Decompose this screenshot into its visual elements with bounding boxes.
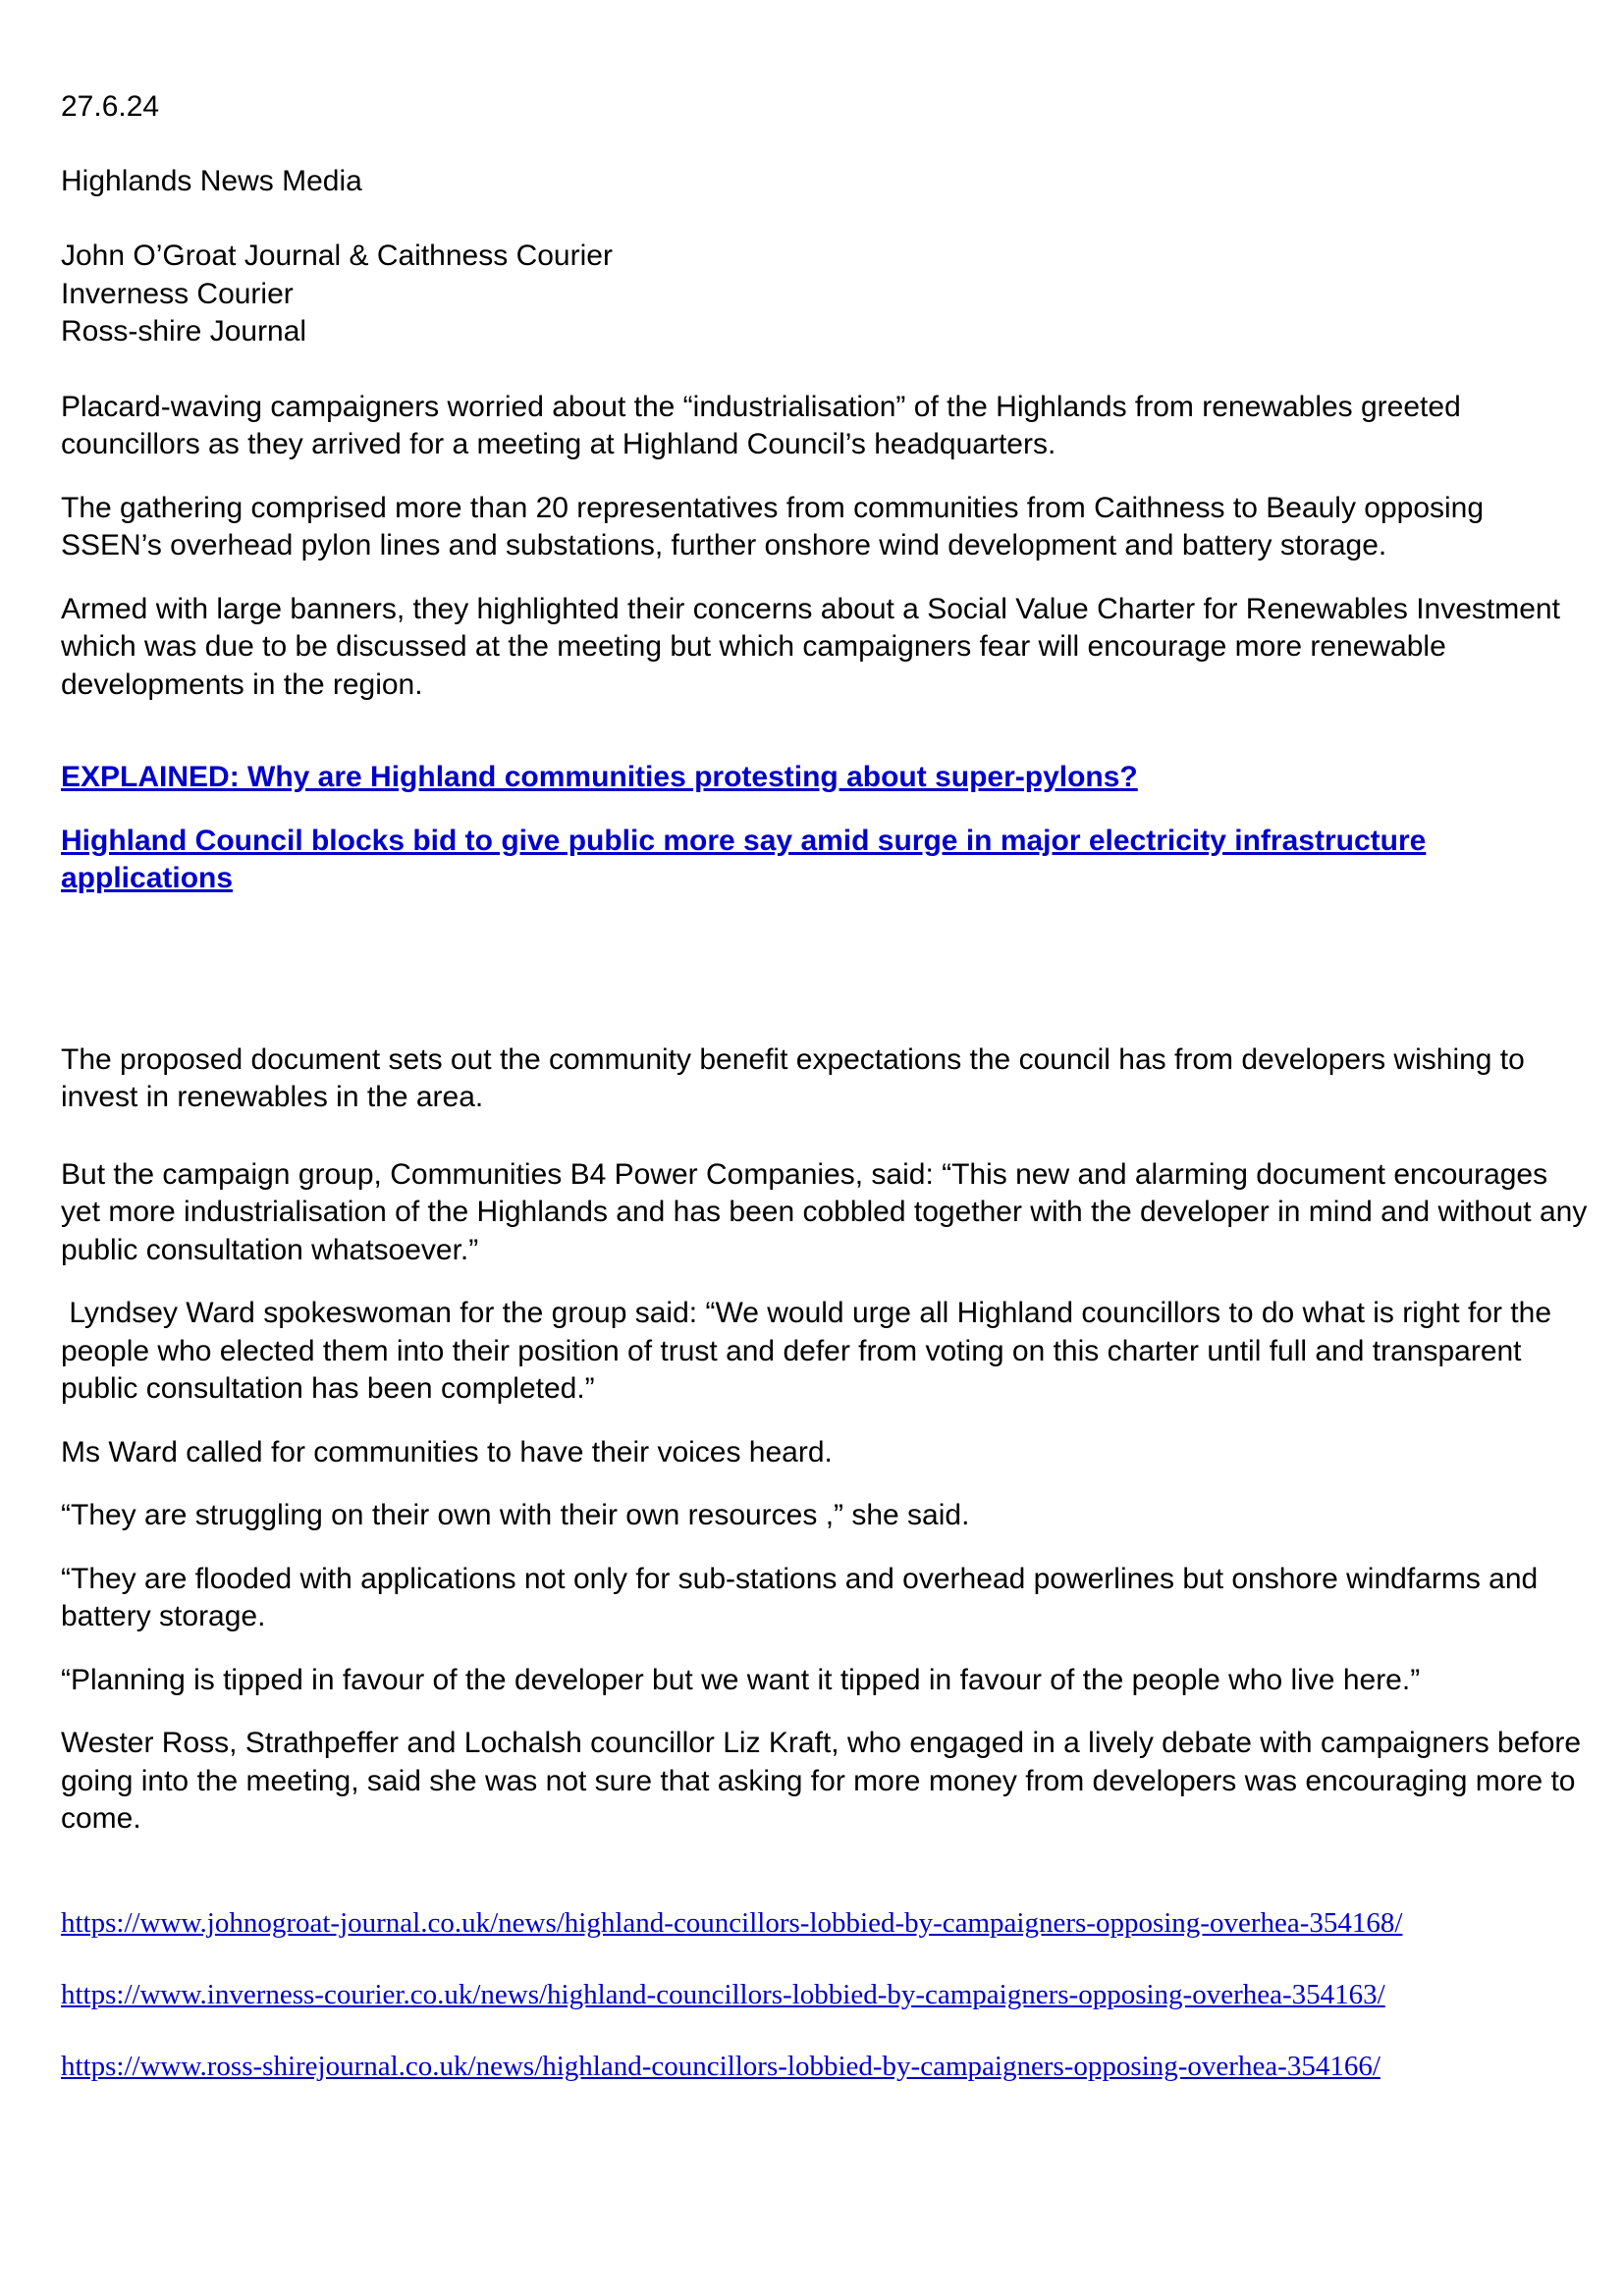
body-paragraph: “They are struggling on their own with their own resources ,” she said. <box>61 1499 970 1531</box>
article-body <box>61 1041 1593 1839</box>
body-paragraph: Lyndsey Ward spokeswoman for the group said: “We would urge all Highland councillors to do what is right for the people who elected them into their position of trust and defer from voting on this charter until full and transparent public consultation has been completed.” <box>61 1297 1560 1405</box>
body-paragraph: But the campaign group, Communities B4 Power Companies, said: “This new and alarming document encourages yet more industrialisation of the Highlands and has been cobbled together with the developer in mind and without any public consultation whatsoever.” <box>61 1157 1588 1266</box>
outlet-item: Inverness Courier <box>61 277 294 310</box>
related-link-explained[interactable]: EXPLAINED: Why are Highland communities protesting about super-pylons? <box>61 761 1138 793</box>
outlet-list <box>61 238 1593 351</box>
source-link-inverness-courier[interactable]: https://www.inverness-courier.co.uk/news/highland-councillors-lobbied-by-campaigners-opposing-overhea-354163/ <box>61 1978 1385 2010</box>
source-link-john-o-groat-journal[interactable]: https://www.johnogroat-journal.co.uk/news/highland-councillors-lobbied-by-campaigners-opposing-overhea-354168/ <box>61 1906 1403 1939</box>
intro-section <box>61 389 1593 705</box>
body-paragraph: Wester Ross, Strathpeffer and Lochalsh councillor Liz Kraft, who engaged in a lively debate with campaigners before going into the meeting, said she was not sure that asking for more money from developers was encouraging more to come. <box>61 1727 1582 1835</box>
publisher-name: Highlands News Media <box>61 165 362 197</box>
body-paragraph: The proposed document sets out the community benefit expectations the council has from developers wishing to invest in renewables in the area. <box>61 1042 1525 1113</box>
outlet-item: John O’Groat Journal & Caithness Courier <box>61 240 613 272</box>
body-paragraph: “Planning is tipped in favour of the developer but we want it tipped in favour of the people who live here.” <box>61 1663 1421 1696</box>
intro-paragraph: The gathering comprised more than 20 representatives from communities from Caithness to Beauly opposing SSEN’s overhead pylon lines and substations, further onshore wind development and battery storage. <box>61 491 1485 561</box>
document-page <box>61 88 1593 2118</box>
related-links <box>61 759 1593 898</box>
source-link-ross-shire-journal[interactable]: https://www.ross-shirejournal.co.uk/news/highland-councillors-lobbied-by-campaigners-opposing-overhea-354166/ <box>61 2050 1380 2082</box>
related-link-council-blocks-bid[interactable]: Highland Council blocks bid to give public more say amid surge in major electricity infrastructure applications <box>61 824 1427 894</box>
outlet-item: Ross-shire Journal <box>61 315 307 347</box>
intro-paragraph: Armed with large banners, they highlighted their concerns about a Social Value Charter for Renewables Investment which was due to be discussed at the meeting but which campaigners fear will encourage more renewable developments in the region. <box>61 592 1560 701</box>
body-paragraph: Ms Ward called for communities to have their voices heard. <box>61 1435 833 1468</box>
body-paragraph: “They are flooded with applications not only for sub-stations and overhead powerlines but onshore windfarms and battery storage. <box>61 1562 1539 1632</box>
source-links <box>61 1903 1593 2086</box>
intro-paragraph: Placard-waving campaigners worried about the “industrialisation” of the Highlands from renewables greeted councillors as they arrived for a meeting at Highland Council’s headquarters. <box>61 390 1461 460</box>
date-line: 27.6.24 <box>61 90 160 123</box>
